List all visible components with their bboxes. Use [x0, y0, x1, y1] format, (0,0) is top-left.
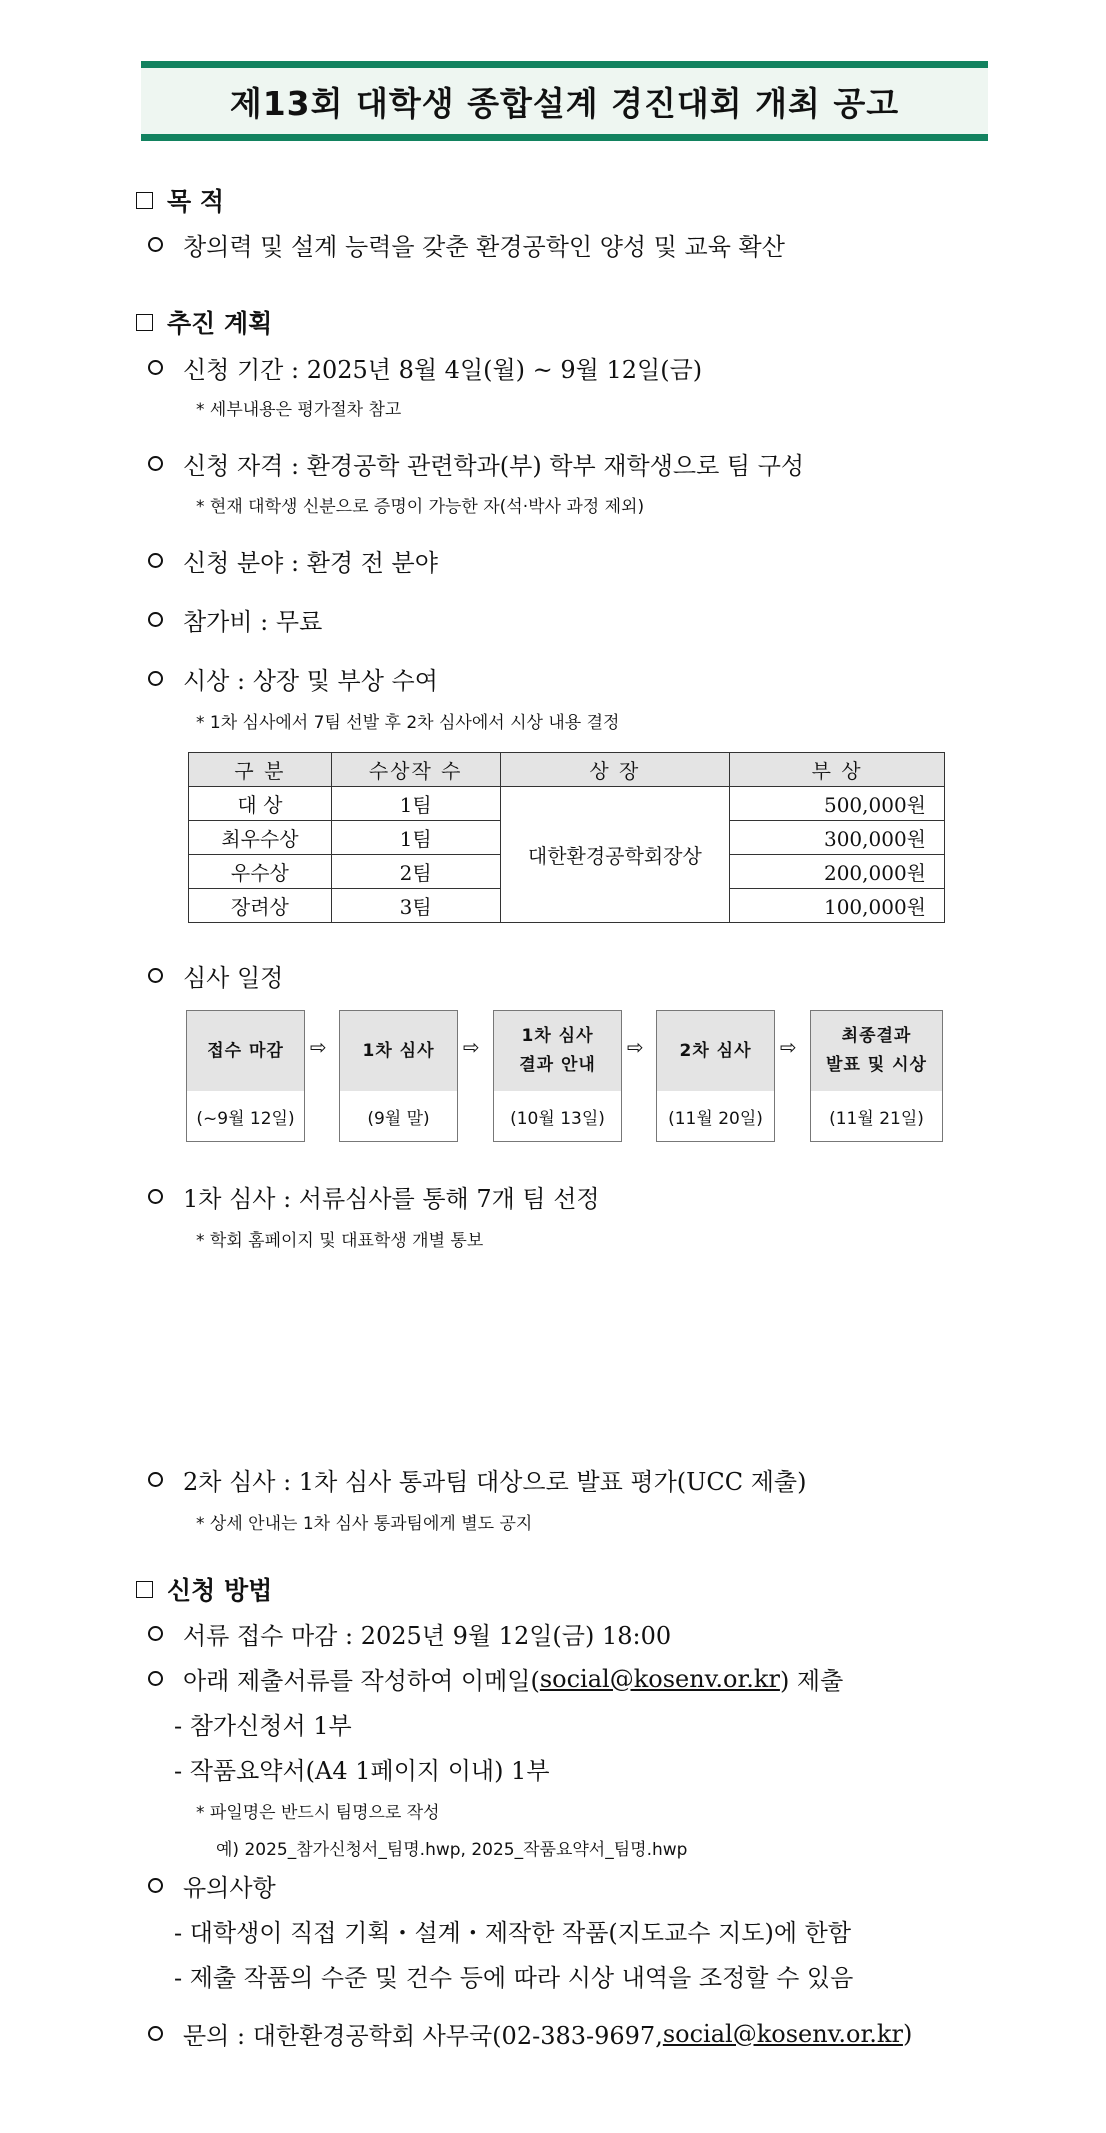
item-text: 심사 일정: [183, 964, 284, 992]
plan-period-note: * 세부내용은 평가절차 참고: [196, 400, 402, 420]
item-text: 유의사항: [183, 1874, 276, 1902]
plan-period: [148, 350, 702, 385]
step-line1: 1차 심사: [362, 1040, 435, 1061]
apply-file-example: 예) 2025_참가신청서_팀명.hwp, 2025_작품요약서_팀명.hwp: [216, 1840, 688, 1860]
item-text: 2차 심사 : 1차 심사 통과팀 대상으로 발표 평가(UCC 제출): [183, 1468, 807, 1496]
apply-caution1: - 대학생이 직접 기획・설계・제작한 작품(지도교수 지도)에 한함: [174, 1919, 852, 1947]
item-text: 시상 : 상장 및 부상 수여: [183, 667, 438, 695]
schedule-step: [493, 1010, 622, 1142]
plan-second-review: [148, 1462, 806, 1497]
section-apply-heading: [136, 1571, 272, 1607]
cell-count: 3팀: [331, 889, 500, 923]
step-title: [340, 1011, 457, 1091]
schedule-step: [339, 1010, 458, 1142]
plan-schedule-label: [148, 958, 283, 993]
apply-deadline: [148, 1616, 671, 1651]
cell-prize: 500,000원: [730, 787, 945, 821]
plan-eligibility: [148, 446, 804, 481]
cell-count: 1팀: [331, 787, 500, 821]
title-banner: [141, 61, 988, 141]
step-title: [811, 1011, 942, 1091]
step-line2: 발표 및 시상: [826, 1055, 927, 1075]
apply-doc1: - 참가신청서 1부: [174, 1712, 352, 1740]
square-bullet-icon: [136, 1581, 153, 1598]
heading-text: 목 적: [167, 187, 225, 216]
schedule-step: [186, 1010, 305, 1142]
item-text: ): [902, 2019, 913, 2048]
apply-doc2: - 작품요약서(A4 1페이지 이내) 1부: [174, 1757, 550, 1785]
header-category: 구 분: [189, 753, 332, 787]
circle-bullet-icon: [148, 1878, 163, 1893]
step-date: (11월 21일): [829, 1108, 924, 1129]
item-text: 신청 분야 : 환경 전 분야: [183, 549, 438, 577]
arrow-right-icon: ⇨: [627, 1035, 644, 1059]
header-count: 수상작 수: [331, 753, 500, 787]
plan-award: [148, 661, 438, 696]
step-line1: 1차 심사: [521, 1026, 594, 1046]
item-text: 문의 : 대한환경공학회 사무국(02-383-9697,: [183, 2022, 663, 2050]
section-plan-heading: [136, 304, 272, 340]
circle-bullet-icon: [148, 456, 163, 471]
item-text: 서류 접수 마감 : 2025년 9월 12일(금) 18:00: [183, 1622, 672, 1650]
step-date: (11월 20일): [668, 1108, 763, 1129]
step-line2: 결과 안내: [519, 1055, 596, 1075]
heading-text: 신청 방법: [167, 1576, 273, 1605]
circle-bullet-icon: [148, 1472, 163, 1487]
circle-bullet-icon: [148, 237, 163, 252]
schedule-step: [656, 1010, 775, 1142]
plan-eligibility-note: * 현재 대학생 신분으로 증명이 가능한 자(석·박사 과정 제외): [196, 497, 645, 517]
cell-category: 대 상: [189, 787, 332, 821]
circle-bullet-icon: [148, 612, 163, 627]
step-title: [657, 1011, 774, 1091]
circle-bullet-icon: [148, 1671, 163, 1686]
item-text: 창의력 및 설계 능력을 갖춘 환경공학인 양성 및 교육 확산: [183, 233, 785, 261]
heading-text: 추진 계획: [167, 309, 273, 338]
step-date: (10월 13일): [510, 1108, 605, 1129]
circle-bullet-icon: [148, 1626, 163, 1641]
cell-certificate: 대한환경공학회장상: [500, 787, 730, 923]
cell-category: 우수상: [189, 855, 332, 889]
award-table: [188, 752, 945, 923]
apply-caution2: - 제출 작품의 수준 및 건수 등에 따라 시상 내역을 조정할 수 있음: [174, 1964, 854, 1992]
cell-count: 1팀: [331, 821, 500, 855]
email-link[interactable]: social@kosenv.or.kr: [539, 1664, 780, 1693]
cell-category: 장려상: [189, 889, 332, 923]
apply-submit: [148, 1661, 843, 1696]
item-text: 아래 제출서류를 작성하여 이메일(: [183, 1667, 540, 1695]
header-certificate: 상 장: [500, 753, 730, 787]
plan-first-review: [148, 1179, 600, 1214]
plan-first-review-note: * 학회 홈페이지 및 대표학생 개별 통보: [196, 1231, 484, 1251]
award-table-header: [189, 753, 945, 787]
arrow-right-icon: ⇨: [310, 1035, 327, 1059]
header-prize: 부 상: [730, 753, 945, 787]
cell-count: 2팀: [331, 855, 500, 889]
apply-file-note: * 파일명은 반드시 팀명으로 작성: [196, 1803, 440, 1823]
step-line1: 최종결과: [841, 1026, 912, 1046]
step-date: (9월 말): [367, 1108, 430, 1129]
square-bullet-icon: [136, 192, 153, 209]
cell-prize: 200,000원: [730, 855, 945, 889]
item-text: 참가비 : 무료: [183, 608, 323, 636]
item-text: 신청 기간 : 2025년 8월 4일(월) ~ 9월 12일(금): [183, 356, 703, 384]
email-link[interactable]: social@kosenv.or.kr: [662, 2019, 903, 2048]
circle-bullet-icon: [148, 360, 163, 375]
circle-bullet-icon: [148, 968, 163, 983]
page-title: 제13회 대학생 종합설계 경진대회 개최 공고: [229, 83, 900, 123]
circle-bullet-icon: [148, 1189, 163, 1204]
step-date: (~9월 12일): [196, 1108, 295, 1129]
circle-bullet-icon: [148, 2026, 163, 2041]
step-line1: 2차 심사: [679, 1040, 752, 1061]
square-bullet-icon: [136, 314, 153, 331]
arrow-right-icon: ⇨: [463, 1035, 480, 1059]
item-text: 신청 자격 : 환경공학 관련학과(부) 학부 재학생으로 팀 구성: [183, 452, 805, 480]
arrow-right-icon: ⇨: [780, 1035, 797, 1059]
purpose-item: [148, 227, 785, 262]
cell-prize: 300,000원: [730, 821, 945, 855]
cell-prize: 100,000원: [730, 889, 945, 923]
apply-contact: [148, 2016, 912, 2051]
schedule-step: [810, 1010, 943, 1142]
step-title: [187, 1011, 304, 1091]
plan-field: [148, 543, 438, 578]
table-row: [189, 787, 945, 821]
item-text: 1차 심사 : 서류심사를 통해 7개 팀 선정: [183, 1185, 600, 1213]
plan-award-note: * 1차 심사에서 7팀 선발 후 2차 심사에서 시상 내용 결정: [196, 713, 620, 733]
plan-second-review-note: * 상세 안내는 1차 심사 통과팀에게 별도 공지: [196, 1514, 533, 1534]
apply-caution: [148, 1868, 276, 1903]
item-text: ) 제출: [779, 1667, 844, 1695]
section-purpose-heading: [136, 182, 224, 218]
plan-fee: [148, 602, 322, 637]
circle-bullet-icon: [148, 553, 163, 568]
circle-bullet-icon: [148, 671, 163, 686]
step-line1: 접수 마감: [207, 1040, 284, 1061]
step-title: [494, 1011, 621, 1091]
cell-category: 최우수상: [189, 821, 332, 855]
